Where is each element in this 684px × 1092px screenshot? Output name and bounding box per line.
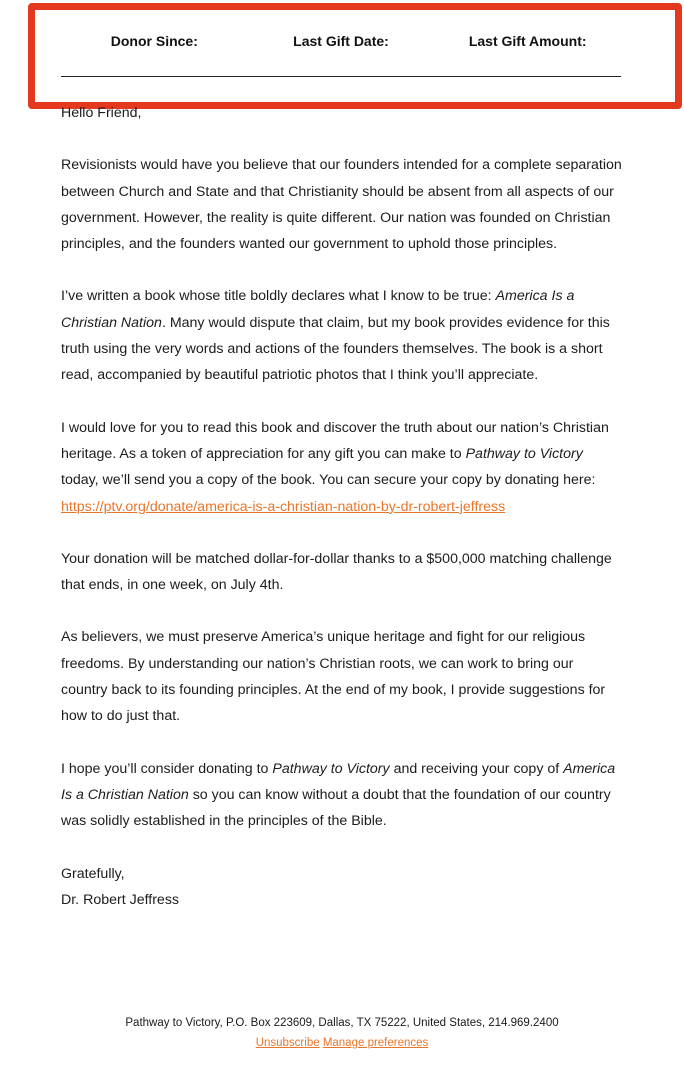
paragraph-5: As believers, we must preserve America’s unique heritage and fight for our religious freedoms. By understanding our nation’s Christian roots, we can work to bring our country back to its founding principles. At the end of my book, I provide suggestions for how to do just that. bbox=[61, 629, 606, 725]
paragraph-1: Revisionists would have you believe that our founders intended for a complete separation between Church and State and that Christianity should be absent from all aspects of our government. However, the reality is quite different. Our nation was founded on Christian principles, and the founders wanted our government to uphold those principles. bbox=[61, 157, 622, 253]
paragraph-4: Your donation will be matched dollar-for-dollar thanks to a $500,000 matching challenge that ends, in one week, on July 4th. bbox=[61, 550, 612, 594]
paragraph-6 bbox=[61, 756, 623, 835]
last-gift-date-label: Last Gift Date: bbox=[293, 33, 389, 49]
greeting: Hello Friend, bbox=[61, 105, 142, 121]
manage-preferences-link[interactable]: Manage preferences bbox=[322, 1037, 429, 1049]
org-name: Pathway to Victory bbox=[272, 760, 390, 777]
donor-info-header bbox=[61, 33, 621, 49]
letter-body bbox=[61, 100, 623, 913]
donor-since-label: Donor Since: bbox=[110, 33, 198, 49]
org-name: Pathway to Victory bbox=[465, 445, 583, 462]
p6-text-a: I hope you’ll consider donating to bbox=[61, 760, 273, 777]
p2-text-b: . Many would dispute that claim, but my book provides evidence for this truth using the very words and actions of the founders themselves. The book is a short read, accompanied by beautiful patriotic photos that I think you’ll appreciate. bbox=[61, 314, 610, 384]
footer-address: Pathway to Victory, P.O. Box 223609, Dallas, TX 75222, United States, 214.969.2400 bbox=[125, 1017, 559, 1029]
header-divider bbox=[61, 76, 621, 77]
footer-links bbox=[0, 1033, 684, 1053]
highlight-box bbox=[28, 3, 682, 109]
paragraph-3 bbox=[61, 415, 623, 520]
closing: Gratefully, bbox=[61, 865, 125, 882]
p6-text-c: so you can know without a doubt that the foundation of our country was solidly established in the principles of the Bible. bbox=[61, 786, 611, 830]
paragraph-2 bbox=[61, 283, 623, 388]
p2-text-a: I’ve written a book whose title boldly declares what I know to be true: bbox=[61, 288, 496, 305]
p3-text-a: I would love for you to read this book and discover the truth about our nation’s Christian heritage. As a token of appreciation for any gift you can make to bbox=[61, 419, 609, 462]
unsubscribe-link[interactable]: Unsubscribe bbox=[255, 1037, 320, 1049]
book-title: America Is a Christian Nation bbox=[61, 288, 575, 331]
book-title: America Is a Christian Nation bbox=[61, 760, 616, 803]
donate-link[interactable]: https://ptv.org/donate/america-is-a-christian-nation-by-dr-robert-jeffress bbox=[61, 498, 506, 515]
p3-text-b: today, we’ll send you a copy of the book. You can secure your copy by donating here: bbox=[61, 472, 596, 489]
signature: Dr. Robert Jeffress bbox=[61, 891, 180, 908]
p6-text-b: and receiving your copy of bbox=[389, 760, 564, 777]
footer bbox=[0, 1013, 684, 1053]
last-gift-amount-label: Last Gift Amount: bbox=[468, 33, 587, 49]
